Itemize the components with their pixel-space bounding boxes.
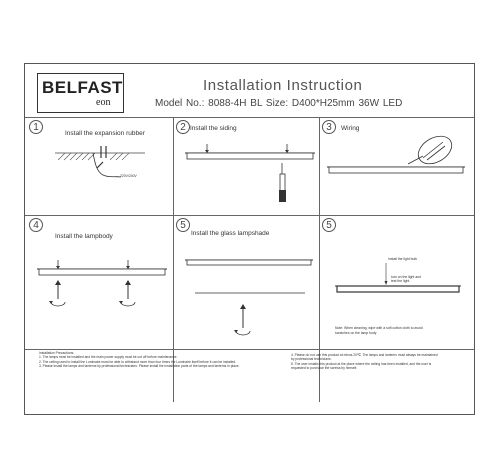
step-6-note-1: Note: When cleaning, wipe with a soft cotton cloth to avoid (335, 326, 423, 330)
logo-subtext: eon (96, 97, 111, 108)
step-6-callout-test: test the light (391, 279, 410, 283)
step-6-note-2: scratches on the lamp body (335, 331, 377, 335)
precautions-left (39, 351, 284, 369)
precaution-4-cont: by professional technicians. (291, 357, 332, 362)
model-info: Model No.: 8088-4H BL Size: D400*H25mm 36W LED (155, 98, 403, 109)
step-5-label: Install the glass lampshade (191, 230, 270, 237)
notes-divider (25, 349, 474, 350)
precautions-heading: Installation Precautions: (39, 351, 75, 355)
precaution-5: 5. The user installs this product at the place where the ceiling has been installed, and the user is (291, 361, 432, 366)
precaution-5-cont: requested to purchase the screws by himself. (291, 366, 358, 371)
page-title: Installation Instruction (203, 77, 363, 94)
step-1-voltage-callout: 220V/240V (120, 174, 137, 178)
header-divider (25, 117, 474, 118)
logo-text: BELFAST (42, 78, 123, 97)
instruction-sheet (24, 63, 475, 415)
precaution-4: 4. Please do not use this product at minus 20℃. The lamps and lanterns must always be maintained (291, 353, 438, 357)
precautions-right (291, 353, 471, 371)
brand-logo (37, 73, 124, 113)
row-divider (25, 215, 474, 216)
step-3-label: Wiring (341, 125, 360, 132)
step-6-callout-bulb: Install the light bulb (388, 257, 418, 261)
step-1-label: Install the expansion rubber (65, 130, 145, 137)
step-4-number: 4 (29, 218, 43, 232)
step-6-number: 5 (322, 218, 336, 232)
step-1-number: 1 (29, 120, 43, 134)
step-3-number: 3 (322, 120, 336, 134)
precaution-3: 3. Please install the lamps and lanterns by professional technicians. Please install the installation parts of the lamps and lanterns in place. (39, 364, 240, 369)
step-2-label: Install the siding (190, 125, 237, 132)
step-4-label: Install the lampbody (55, 233, 113, 240)
step-6-callout-turn-on: turn on the light and (391, 275, 421, 279)
precaution-2: 2. The ceiling used to install the Luminaire must be able to withstand more than four times the Luminaire itself before it can be installed. (39, 359, 237, 364)
step-6-illustration (25, 64, 26, 65)
step-2-number: 2 (176, 120, 190, 134)
step-5-number: 5 (176, 218, 190, 232)
precaution-1: 1. The lamps must be installed and the main power supply must be cut off before maintenance. (39, 355, 178, 360)
